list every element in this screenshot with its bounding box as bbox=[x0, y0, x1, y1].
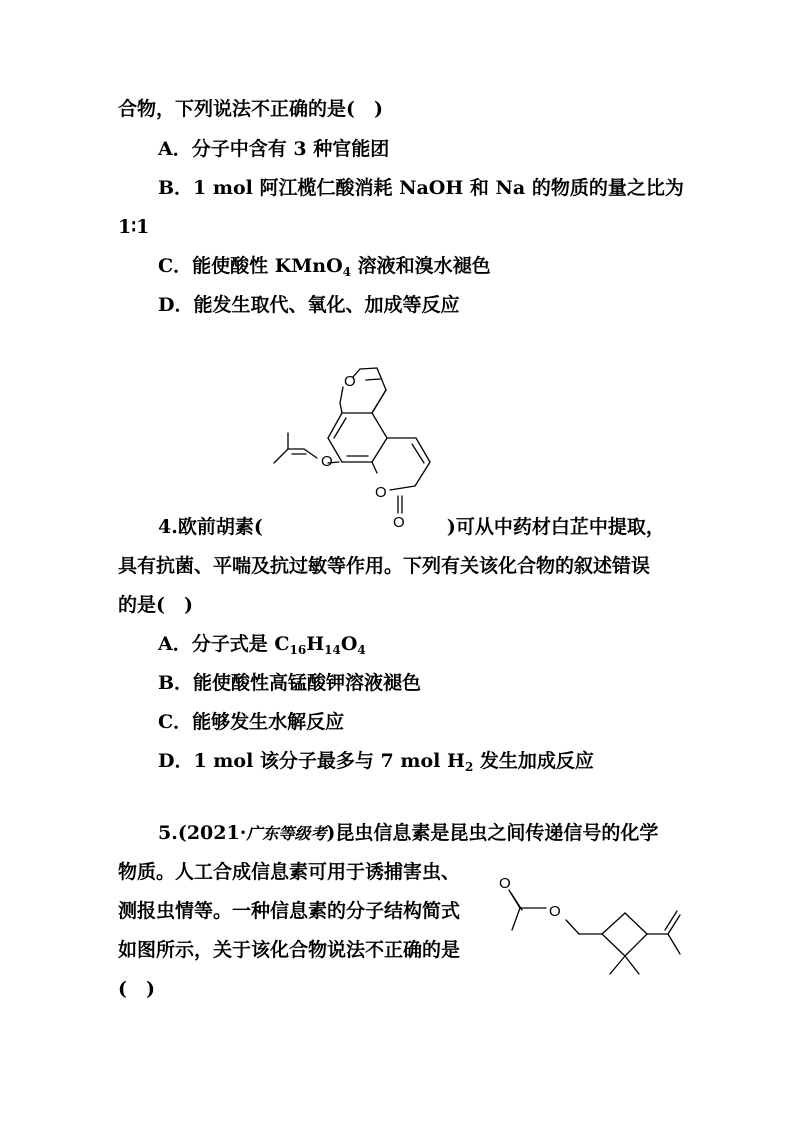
q4-stem-line1 bbox=[158, 514, 665, 540]
q4-option-a bbox=[158, 631, 366, 657]
atom-o-carbonyl: O bbox=[499, 875, 511, 892]
q4-stem-post: )可从中药材白芷中提取， bbox=[446, 516, 665, 538]
q3-stem-tail: 合物，下列说法不正确的是( ) bbox=[118, 98, 383, 120]
q3-option-b-line1: B．1 mol 阿江榄仁酸消耗 NaOH 和 Na 的物质的量之比为 bbox=[158, 177, 684, 199]
q5-stem-line3: 测报虫情等。一种信息素的分子结构简式 bbox=[118, 900, 461, 922]
q4-option-b: B．能使酸性高锰酸钾溶液褪色 bbox=[158, 672, 422, 694]
atom-o-ether: O bbox=[321, 453, 333, 470]
atom-o-carbonyl: O bbox=[393, 514, 405, 531]
q3-option-c-sub: 4 bbox=[342, 265, 352, 279]
q5-stem-line5: ( ) bbox=[118, 978, 155, 1000]
bond-f1 bbox=[360, 368, 377, 369]
q4-option-a-sub-o: 4 bbox=[357, 643, 366, 657]
q5-stem-line2: 物质。人工合成信息素可用于诱捕害虫、 bbox=[118, 861, 461, 883]
bond-f1b bbox=[366, 379, 380, 380]
q4-option-a-pre: A．分子式是 C bbox=[158, 633, 290, 655]
q4-option-d bbox=[158, 748, 594, 774]
q5-stem-line1 bbox=[158, 820, 658, 847]
q4-option-a-sub-c: 16 bbox=[289, 643, 307, 657]
q3-option-c bbox=[158, 253, 491, 279]
atom-o-ester: O bbox=[549, 903, 561, 920]
q3-option-a: A．分子中含有 3 种官能团 bbox=[158, 138, 390, 160]
q4-stem-line2: 具有抗菌、平喘及抗过敏等作用。下列有关该化合物的叙述错误 bbox=[118, 555, 651, 577]
atom-o-lactone: O bbox=[375, 484, 387, 501]
pheromone-structure bbox=[494, 868, 690, 984]
q3-option-b-line2: 1∶1 bbox=[118, 216, 150, 238]
q4-option-a-sub-h: 14 bbox=[324, 643, 341, 657]
q4-stem-line3: 的是( ) bbox=[118, 594, 193, 616]
q3-option-c-post: 溶液和溴水褪色 bbox=[351, 255, 491, 277]
q5-stem-after: )昆虫信息素是昆虫之间传递信号的化学 bbox=[326, 822, 659, 844]
atom-o-furan: O bbox=[344, 373, 356, 390]
q5-stem-line4: 如图所示，关于该化合物说法不正确的是 bbox=[118, 939, 461, 961]
q5-source: 广东等级考 bbox=[246, 824, 327, 843]
q4-option-c: C．能够发生水解反应 bbox=[158, 711, 345, 733]
q4-stem-pre: 4.欧前胡素( bbox=[158, 516, 263, 538]
q4-option-d-sub: 2 bbox=[464, 760, 474, 774]
q3-option-d: D．能发生取代、氧化、加成等反应 bbox=[158, 294, 460, 316]
q4-option-a-o: O bbox=[340, 633, 358, 655]
q5-number: 5.(2021· bbox=[158, 822, 247, 844]
q4-option-d-pre: D．1 mol 该分子最多与 7 mol H bbox=[158, 750, 465, 772]
q3-option-c-pre: C．能使酸性 KMnO bbox=[158, 255, 343, 277]
q4-option-a-h: H bbox=[306, 633, 325, 655]
imperatorin-structure bbox=[262, 355, 462, 535]
q4-option-d-post: 发生加成反应 bbox=[473, 750, 594, 772]
